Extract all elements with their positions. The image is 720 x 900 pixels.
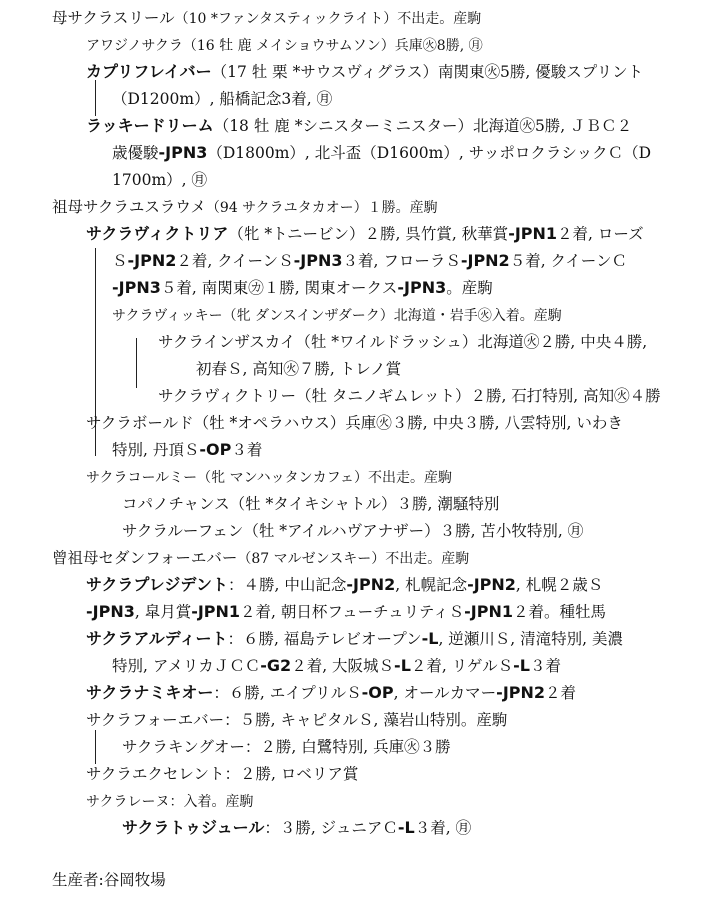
foal-info: ５着, クイーンＣ: [509, 252, 627, 270]
foal-info: ３着, フローラＳ: [342, 252, 461, 270]
foal-name: コパノチャンス: [122, 495, 230, 513]
foal-luckydream-cont2: [112, 168, 207, 192]
foal-sakuraforever: [86, 708, 507, 732]
foal-name: サクラキングオー: [122, 738, 245, 756]
foal-info: ２着, ローズ: [557, 225, 644, 243]
grade-tag: -JPN2: [496, 683, 546, 702]
foal-info: （16 牡 鹿 メイショウサムソン）兵庫㊋8勝, ㊊: [182, 38, 483, 54]
foal-name: サクラルーフェン: [122, 522, 244, 540]
foal-info: ２着。種牡馬: [512, 603, 606, 621]
foal-info: , 札幌記念: [395, 576, 468, 594]
grade-tag: -OP: [199, 440, 232, 459]
foal-luckydream: [86, 114, 632, 138]
foal-info: Ｓ: [112, 252, 128, 270]
grade-tag: -JPN3: [293, 251, 343, 270]
foal-info: 1700m）, ㊊: [112, 171, 207, 189]
foal-sakuranamikio: [86, 681, 576, 705]
foal-info: （牡 タニノギムレット）２勝, 石打特別, 高知㊋４勝: [295, 387, 661, 405]
foal-name: サクラアルディート: [86, 629, 228, 648]
foal-info: （牡 *アイルハヴアナザー）３勝, 苫小牧特別, ㊊: [243, 522, 584, 540]
foal-name: サクラインザスカイ: [158, 333, 296, 351]
foal-info: （牡 *ワイルドラッシュ）北海道㊋２勝, 中央４勝,: [295, 333, 648, 351]
foal-sakuravictoria-cont: [112, 249, 627, 273]
foal-name: サクラヴィクトリア: [86, 224, 229, 243]
grade-tag: -JPN2: [127, 251, 177, 270]
grade-tag: -JPN1: [464, 602, 513, 621]
foal-info: ２着, クイーンＳ: [176, 252, 294, 270]
foal-info: ２着: [545, 684, 577, 702]
foal-copanochance: [122, 492, 499, 516]
foal-info: ：６勝, エイプリルＳ: [213, 684, 362, 702]
granddam-info: （94 サクラユタカオー）１勝。産駒: [205, 200, 438, 216]
foal-info: ３着: [529, 657, 561, 675]
grade-tag: -JPN2: [467, 575, 516, 594]
grade-tag: -L: [421, 629, 439, 648]
foal-info: 特別, アメリカＪＣＣ: [112, 657, 261, 675]
foal-info: ：２勝, ロベリア賞: [224, 765, 359, 783]
foal-info: （牡 *オペラハウス）兵庫㊋３勝, 中央３勝, 八雲特別, いわき: [193, 414, 623, 432]
foal-name: サクラプレジデント: [86, 575, 229, 594]
tree-line-forever-foals: [95, 730, 96, 764]
granddam-line: [52, 195, 438, 219]
tree-line-vicky-foals: [136, 338, 137, 388]
foal-sakurareine: [86, 789, 253, 813]
dam-name: 母サクラスリール: [52, 9, 175, 27]
grade-tag: -L: [513, 656, 530, 675]
foal-info: （D1800m）, 北斗盃（D1600m）, サッポロクラシックＣ（D: [207, 144, 652, 162]
foal-sakuracallme: [86, 465, 452, 489]
dam-line: [52, 6, 481, 30]
grade-tag: -JPN3: [112, 278, 161, 297]
foal-info: , 逆瀬川Ｓ, 清滝特別, 美濃: [438, 630, 624, 648]
foal-info: （牡 *タイキシャトル）３勝, 潮騒特別: [229, 495, 500, 513]
foal-name: サクラボールド: [86, 414, 194, 432]
foal-sakuraardito: [86, 627, 623, 651]
grade-tag: -JPN2: [346, 575, 396, 594]
foal-info: ：３勝, ジュニアＣ: [264, 819, 398, 837]
tree-line-dam-foals: [95, 80, 96, 116]
foal-info: （18 牡 鹿 *シニスターミニスター）北海道㊋5勝, ＪＢＣ２: [213, 117, 633, 135]
foal-sakuratoujours: [122, 816, 471, 840]
greatgranddam-name: 曾祖母セダンフォーエバー: [52, 549, 238, 567]
greatgranddam-info: （87 マルゼンスキー）不出走。産駒: [237, 551, 470, 567]
foal-info: 。産駒: [446, 279, 493, 297]
foal-awajinosakura: [86, 33, 483, 57]
foal-info: 初春Ｓ, 高知㊋７勝, トレノ賞: [196, 360, 402, 378]
foal-name: サクラレーヌ: [86, 794, 170, 810]
foal-info: , 札幌２歳Ｓ: [515, 576, 604, 594]
grade-tag: -JPN1: [191, 602, 241, 621]
foal-name: サクラコールミー: [86, 470, 198, 486]
foal-sakurabold-cont: [112, 438, 262, 462]
foal-info: ：６勝, 福島テレビオープン: [227, 630, 422, 648]
grade-tag: -JPN3: [397, 278, 447, 297]
grade-tag: -L: [394, 656, 411, 675]
breeder-line: [52, 868, 166, 892]
foal-info: ：４勝, 中山記念: [228, 576, 347, 594]
foal-info: ２着, リゲルＳ: [410, 657, 514, 675]
foal-info: （牝 ダンスインザダーク）北海道・岩手㊋入着。産駒: [222, 308, 562, 324]
foal-sakurakingo: [122, 735, 451, 759]
grade-tag: -OP: [361, 683, 394, 702]
foal-caprifleiver: [86, 60, 643, 84]
grade-tag: -JPN2: [460, 251, 510, 270]
granddam-name: 祖母サクラユスラウメ: [52, 198, 206, 216]
foal-name: カプリフレイバー: [86, 62, 212, 81]
foal-sakuraexcellent: [86, 762, 358, 786]
grade-tag: -JPN1: [508, 224, 558, 243]
foal-info: , 皐月賞: [134, 603, 192, 621]
breeder: 生産者:谷岡牧場: [52, 871, 166, 889]
foal-info: （D1200m）, 船橋記念3着, ㊊: [112, 90, 333, 108]
dam-info: （10 *ファンタスティックライト）不出走。産駒: [174, 11, 482, 27]
foal-info: ３着: [231, 441, 263, 459]
foal-info: 歳優駿: [112, 144, 159, 162]
foal-name: サクラナミキオー: [86, 683, 214, 702]
foal-info: ：２勝, 白鷺特別, 兵庫㊋３勝: [244, 738, 451, 756]
foal-info: ：５勝, キャピタルＳ, 藻岩山特別。産駒: [224, 711, 508, 729]
grade-tag: -L: [397, 818, 415, 837]
foal-name: アワジノサクラ: [86, 38, 183, 54]
foal-info: （牝 マンハッタンカフェ）不出走。産駒: [197, 470, 452, 486]
foal-sakuraardito-cont: [112, 654, 561, 678]
foal-sakuravictoria: [86, 222, 644, 246]
foal-sakuravictory: [158, 384, 661, 408]
foal-sakurapresident: [86, 573, 603, 597]
greatgranddam-line: [52, 546, 469, 570]
foal-caprifleiver-cont: [112, 87, 332, 111]
foal-name: サクラヴィッキー: [112, 308, 223, 324]
grade-tag: -JPN3: [158, 143, 208, 162]
foal-info: ２着, 大阪城Ｓ: [291, 657, 395, 675]
foal-info: , オールカマー: [393, 684, 497, 702]
foal-sakuraroofen: [122, 519, 583, 543]
foal-sakuravicky: [112, 303, 562, 327]
foal-name: サクラフォーエバー: [86, 711, 225, 729]
foal-info: ２着, 朝日杯フューチュリティＳ: [240, 603, 465, 621]
foal-info: ５着, 南関東㋕１勝, 関東オークス: [160, 279, 398, 297]
foal-sakurabold: [86, 411, 623, 435]
foal-name: ラッキードリーム: [86, 116, 214, 135]
foal-info: 特別, 丹頂Ｓ: [112, 441, 200, 459]
foal-info: ：入着。産駒: [169, 794, 254, 810]
foal-sakurapresident-cont: [86, 600, 606, 624]
foal-info: （17 牡 栗 *サウスヴィグラス）南関東㊋5勝, 優駿スプリント: [211, 63, 644, 81]
foal-info: ３着, ㊊: [414, 819, 472, 837]
foal-luckydream-cont: [112, 141, 651, 165]
grade-tag: -JPN3: [86, 602, 135, 621]
foal-name: サクラエクセレント: [86, 765, 225, 783]
foal-sakuravictoria-cont2: [112, 276, 493, 300]
foal-info: （牝 *トニービン）２勝, 呉竹賞, 秋華賞: [228, 225, 509, 243]
foal-sakurainthesky-cont: [196, 357, 401, 381]
foal-name: サクラヴィクトリー: [158, 387, 296, 405]
foal-sakurainthesky: [158, 330, 647, 354]
grade-tag: -G2: [260, 656, 292, 675]
foal-name: サクラトゥジュール: [122, 818, 265, 837]
